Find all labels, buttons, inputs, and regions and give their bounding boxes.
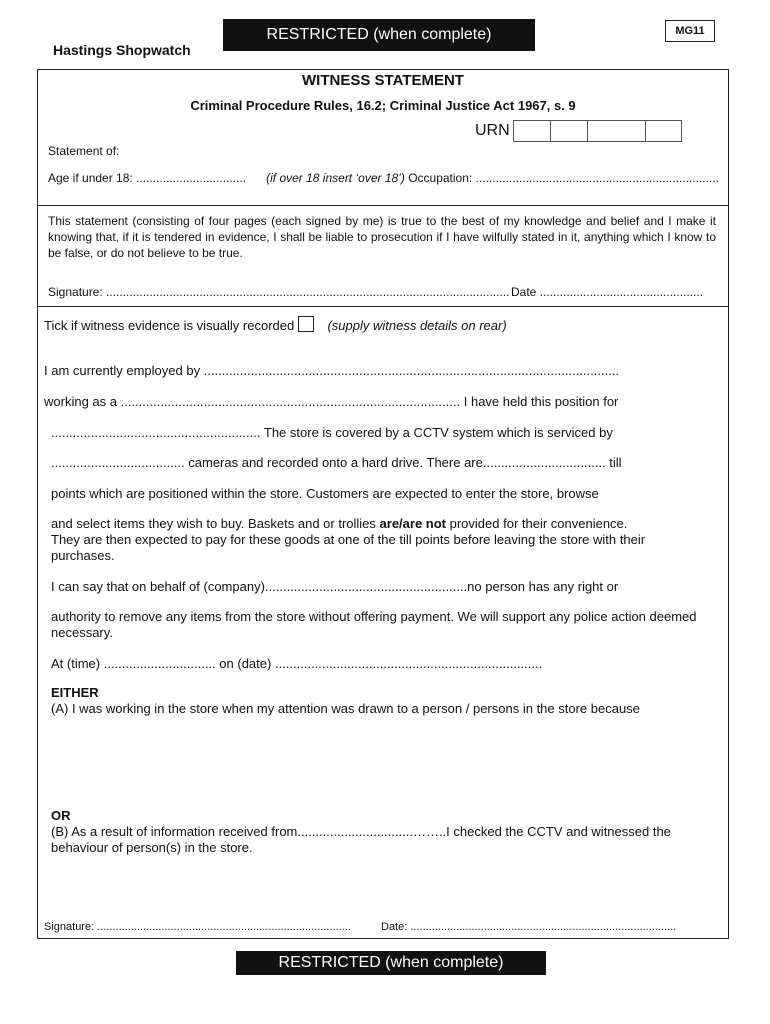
statement-title: WITNESS STATEMENT (302, 72, 464, 89)
convenience-text: provided for their convenience. (446, 516, 628, 531)
date-field[interactable]: Date ................................................. (511, 285, 704, 299)
cameras-blank: ..................................... (51, 455, 185, 470)
statement-of-label: Statement of: (48, 144, 120, 158)
cctv-line[interactable] (51, 425, 613, 440)
footer-signature-field[interactable]: Signature: ................................................................................... (44, 921, 351, 933)
cctv-text: The store is covered by a CCTV system which is serviced by (263, 425, 613, 440)
working-as-text: working as a .............................................................................................. (44, 394, 461, 409)
urn-box-4[interactable] (645, 120, 682, 142)
tick-label: Tick if witness evidence is visually recorded (44, 318, 295, 333)
tick-note: (supply witness details on rear) (327, 318, 507, 333)
visual-record-checkbox[interactable] (298, 316, 314, 332)
occupation-label: Occupation: ......................................................................... (408, 171, 719, 185)
cameras-line[interactable] (51, 455, 622, 470)
urn-box-2[interactable] (550, 120, 588, 142)
authority-paragraph: authority to remove any items from the store without offering payment. We will support any police action deemed necessary. (51, 609, 697, 640)
company-line[interactable]: I can say that on behalf of (company)........................................................no person has any right or (51, 579, 619, 594)
footer-date-field[interactable]: Date: ....................................................................................... (381, 921, 677, 933)
signature-field[interactable]: Signature: ......................................................................................................................... (48, 285, 510, 299)
held-position-text: I have held this position for (463, 394, 619, 409)
time-date-line[interactable]: At (time) ............................... on (date) .......................................................................... (51, 656, 543, 671)
cameras-text: cameras and recorded onto a hard drive. There are.................................. till (188, 455, 622, 470)
are-are-not[interactable]: are/are not (379, 516, 447, 531)
form-code: MG11 (665, 20, 715, 42)
urn-box-3[interactable] (587, 120, 646, 142)
statement-frame (37, 69, 729, 939)
working-as-line[interactable] (44, 394, 618, 409)
visual-record-row (44, 316, 507, 333)
option-b-text: (B) As a result of information received from................................……..I checked the CCTV and witnessed the behaviour of person(s) in the store. (51, 824, 671, 855)
urn-box-1[interactable] (513, 120, 551, 142)
either-heading: EITHER (51, 685, 99, 700)
restricted-banner-top: RESTRICTED (when complete) (223, 19, 535, 51)
or-heading: OR (51, 808, 71, 823)
organisation-name: Hastings Shopwatch (53, 42, 191, 58)
declaration-text: This statement (consisting of four pages (each signed by me) is true to the best of my knowledge and belief and I make it knowing that, if it is tendered in evidence, I shall be liable to prosecution if I have wilfully stated in it, anything which I know to be false, or do not believe to be true. (48, 214, 716, 260)
urn-label: URN (475, 122, 510, 139)
restricted-banner-bottom: RESTRICTED (when complete) (236, 951, 546, 975)
divider (38, 306, 728, 307)
age-label: Age if under 18: ................................. (48, 171, 247, 185)
employed-by-line[interactable]: I am currently employed by ................................................................................................................... (44, 363, 620, 378)
option-a-text: (A) I was working in the store when my attention was drawn to a person / persons in the store because (51, 701, 640, 716)
pay-text: They are then expected to pay for these goods at one of the till points before leaving the store with their purchases. (51, 532, 646, 563)
statement-subtitle: Criminal Procedure Rules, 16.2; Criminal Justice Act 1967, s. 9 (190, 98, 576, 113)
duration-blank: .......................................................... (51, 425, 261, 440)
till-points-line: points which are positioned within the store. Customers are expected to enter the store, browse (51, 486, 599, 501)
over18-note: (if over 18 insert ‘over 18’) (266, 171, 405, 185)
baskets-paragraph (51, 516, 711, 564)
divider (38, 205, 728, 206)
age-field[interactable] (48, 171, 719, 185)
baskets-text: and select items they wish to buy. Baskets and or trollies (51, 516, 380, 531)
